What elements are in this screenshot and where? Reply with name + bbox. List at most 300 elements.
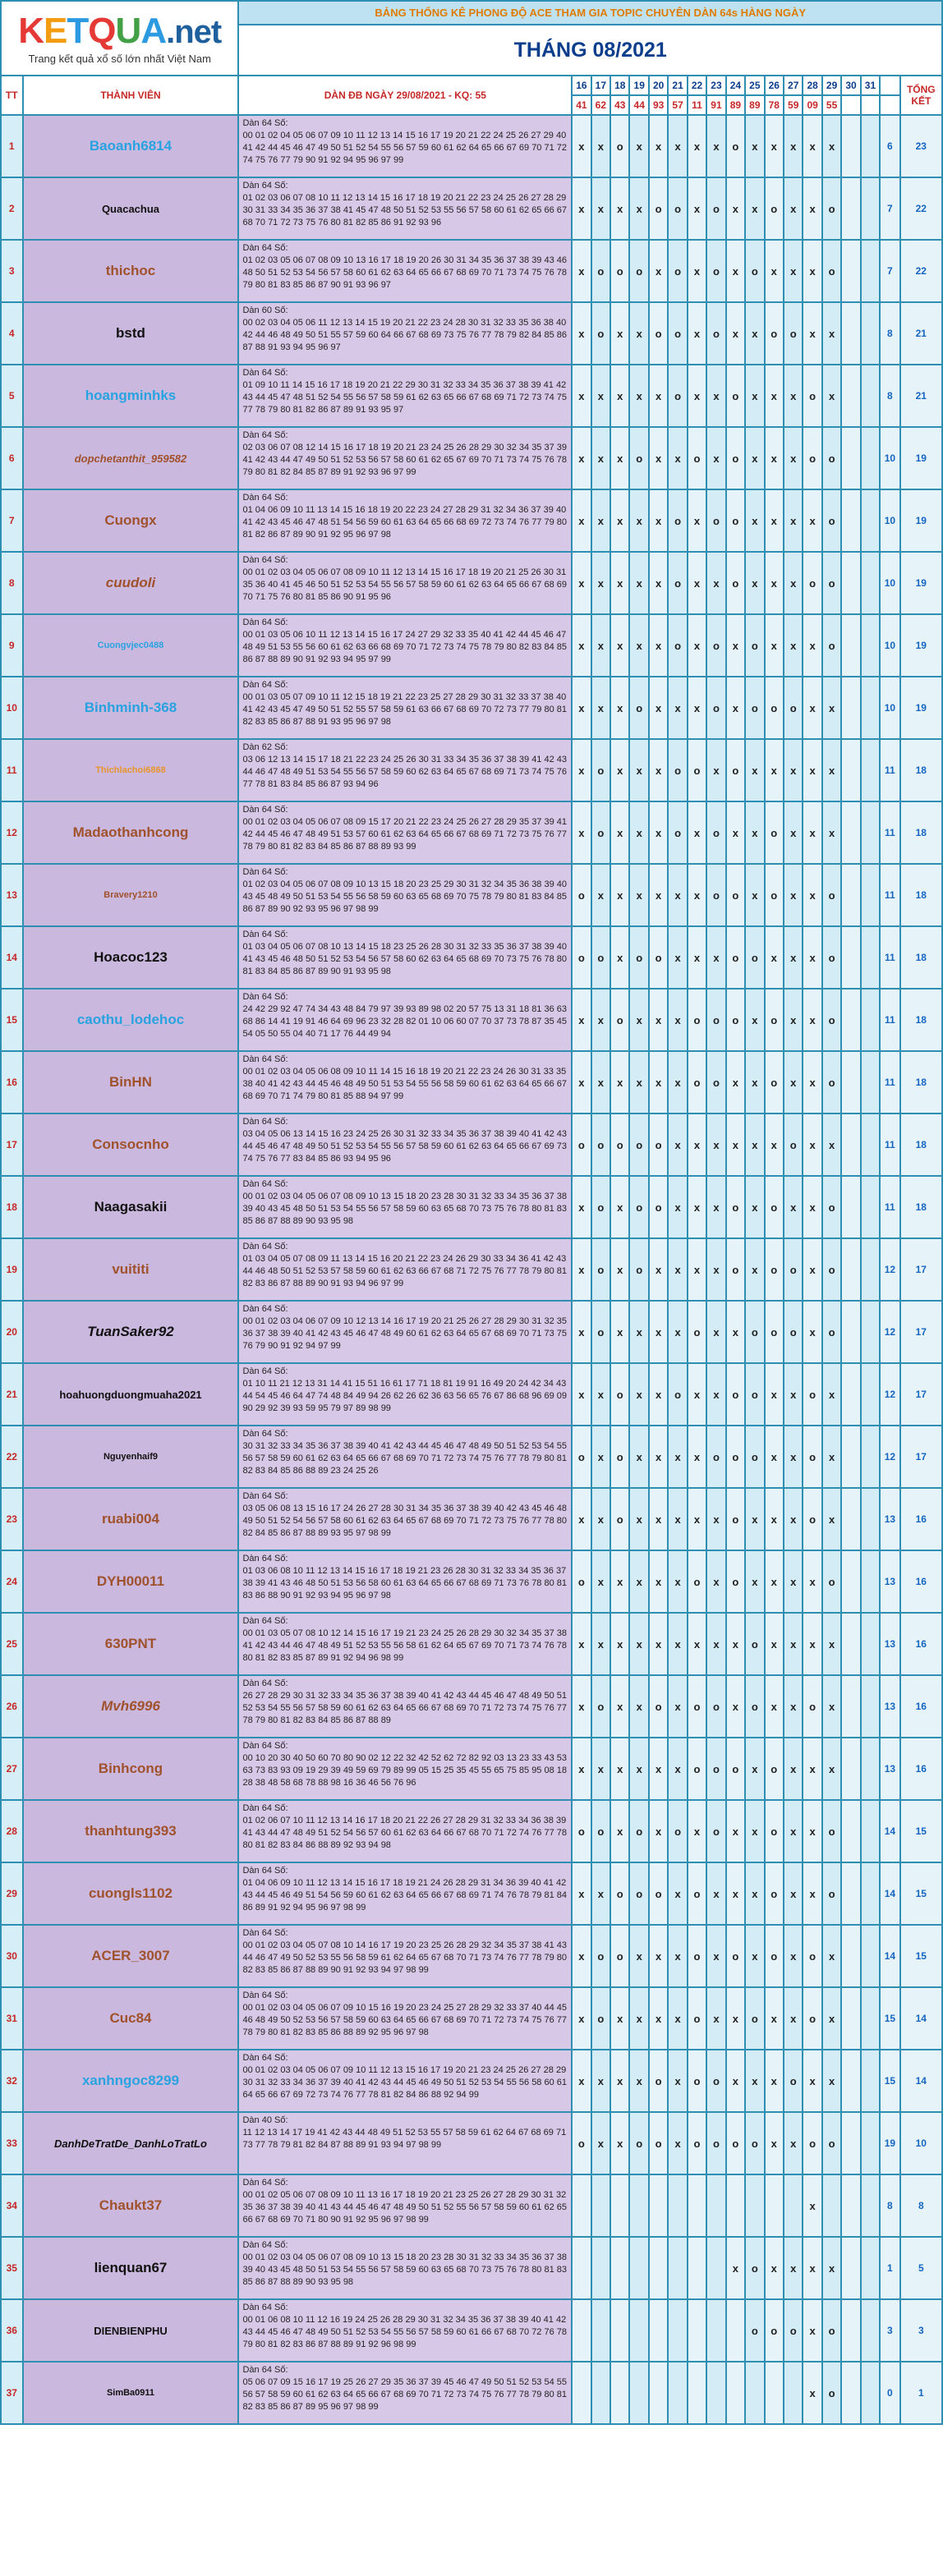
day-mark — [841, 1800, 860, 1862]
member-row — [1, 614, 942, 677]
day-mark — [841, 989, 860, 1051]
day-mark: x — [629, 801, 648, 864]
member-name[interactable]: ruabi004 — [23, 1488, 239, 1550]
number-set — [238, 552, 572, 614]
day-mark: x — [629, 1925, 648, 1987]
total-score: 17 — [900, 1363, 942, 1426]
day-mark: o — [822, 2112, 841, 2174]
total-score: 18 — [900, 926, 942, 989]
number-set-title: Dàn 64 Số: — [242, 867, 288, 877]
member-name[interactable]: Cuc84 — [23, 1987, 239, 2050]
number-set-title: Dàn 64 Số: — [242, 2053, 288, 2063]
miss-count: 19 — [880, 2112, 899, 2174]
day-mark: o — [688, 1675, 706, 1738]
day-mark: o — [765, 302, 784, 365]
member-name[interactable]: Thichlachoi6868 — [23, 739, 239, 801]
day-mark — [861, 552, 880, 614]
day-mark: x — [745, 427, 764, 489]
day-mark: o — [668, 739, 687, 801]
day-mark: x — [745, 302, 764, 365]
day-mark: x — [726, 2050, 745, 2112]
day-mark: o — [668, 240, 687, 302]
day-mark: x — [706, 1550, 725, 1613]
day-mark: o — [668, 1800, 687, 1862]
member-name[interactable]: thichoc — [23, 240, 239, 302]
member-name[interactable]: TuanSaker92 — [23, 1301, 239, 1363]
total-score: 23 — [900, 115, 942, 177]
number-set — [238, 926, 572, 989]
day-mark: x — [784, 1925, 803, 1987]
day-mark: x — [745, 801, 764, 864]
member-name[interactable]: cuudoli — [23, 552, 239, 614]
day-mark: x — [706, 1176, 725, 1238]
member-name[interactable]: Consocnho — [23, 1114, 239, 1176]
day-mark: o — [822, 1550, 841, 1613]
result-header — [841, 95, 860, 115]
day-header: 29 — [822, 76, 841, 95]
miss-count: 8 — [880, 302, 899, 365]
member-name[interactable]: Nguyenhaif9 — [23, 1426, 239, 1488]
member-row — [1, 2112, 942, 2174]
day-mark — [765, 2362, 784, 2424]
day-mark: x — [803, 1800, 821, 1862]
total-score: 15 — [900, 1925, 942, 1987]
day-mark: o — [688, 2112, 706, 2174]
day-mark: o — [706, 1051, 725, 1114]
day-mark: x — [784, 1738, 803, 1800]
member-name[interactable]: bstd — [23, 302, 239, 365]
miss-count: 13 — [880, 1550, 899, 1613]
day-mark: o — [803, 427, 821, 489]
member-name[interactable]: ACER_3007 — [23, 1925, 239, 1987]
day-mark: o — [726, 1238, 745, 1301]
day-mark — [841, 1051, 860, 1114]
day-mark: o — [649, 302, 668, 365]
day-mark: x — [688, 926, 706, 989]
number-set-title: Dàn 64 Số: — [242, 368, 288, 378]
day-mark: o — [668, 801, 687, 864]
number-set-values: 03 06 12 13 14 15 17 18 21 22 23 24 25 26 30 31 33 34 35 36 37 38 39 41 42 43 44 46 47 48 49 51 53 54 55 56 57 58 59 60 62 63 64 65 67 68 69 71 73 74 75 76 77 78 81 83 84 85 86 87 93 94 96 — [242, 755, 568, 789]
result-header: 44 — [629, 95, 648, 115]
number-set — [238, 677, 572, 739]
miss-count: 12 — [880, 1238, 899, 1301]
member-row — [1, 1925, 942, 1987]
total-score: 22 — [900, 177, 942, 240]
member-row — [1, 801, 942, 864]
day-mark: x — [688, 489, 706, 552]
day-mark: x — [784, 2112, 803, 2174]
result-header: 59 — [784, 95, 803, 115]
day-mark: x — [765, 240, 784, 302]
day-mark: x — [726, 177, 745, 240]
number-set-title: Dàn 64 Số: — [242, 1616, 288, 1626]
day-mark: x — [706, 1987, 725, 2050]
number-set — [238, 614, 572, 677]
member-name[interactable]: 630PNT — [23, 1613, 239, 1675]
day-mark — [841, 864, 860, 926]
day-mark: o — [745, 926, 764, 989]
member-name[interactable]: DanhDeTratDe_DanhLoTratLo — [23, 2112, 239, 2174]
day-mark: x — [803, 739, 821, 801]
day-mark: x — [784, 1862, 803, 1925]
day-mark: o — [803, 1925, 821, 1987]
day-mark: x — [745, 1051, 764, 1114]
day-mark: x — [649, 1800, 668, 1862]
day-mark: x — [784, 1051, 803, 1114]
day-mark: x — [629, 115, 648, 177]
row-index: 25 — [1, 1613, 23, 1675]
day-mark: x — [668, 1862, 687, 1925]
day-mark: x — [822, 115, 841, 177]
day-mark: x — [803, 1550, 821, 1613]
day-mark: x — [629, 489, 648, 552]
day-mark: x — [688, 864, 706, 926]
miss-count: 10 — [880, 427, 899, 489]
number-set-values: 00 01 02 05 06 07 08 09 10 11 13 16 17 18 19 20 21 23 25 26 27 28 29 30 31 32 35 36 37 38 39 40 41 43 44 45 46 47 48 49 50 51 52 55 56 57 58 59 60 61 62 65 66 67 68 69 70 71 80 90 91 92 95 96 97 98 99 — [242, 2190, 568, 2225]
day-mark: x — [688, 801, 706, 864]
day-mark — [572, 2299, 591, 2362]
day-mark: x — [803, 1114, 821, 1176]
day-mark: o — [629, 1862, 648, 1925]
day-mark: o — [784, 1114, 803, 1176]
day-mark: x — [803, 1613, 821, 1675]
day-mark: x — [629, 302, 648, 365]
site-logo-cell — [1, 1, 238, 76]
day-mark: x — [668, 115, 687, 177]
day-mark: x — [572, 1862, 591, 1925]
day-mark: x — [822, 1114, 841, 1176]
day-mark: x — [784, 926, 803, 989]
number-set-title: Dàn 64 Số: — [242, 493, 288, 503]
day-mark: x — [745, 1488, 764, 1550]
day-mark: o — [726, 552, 745, 614]
day-header: 23 — [706, 76, 725, 95]
day-mark: x — [610, 302, 629, 365]
number-set-values: 00 01 03 05 07 08 10 12 14 15 16 17 19 21 23 24 25 26 28 29 30 32 34 35 37 38 41 42 43 44 46 47 48 49 51 52 53 55 56 58 61 62 64 65 67 69 70 71 73 74 76 78 80 81 82 83 85 87 89 91 92 94 96 98 99 — [242, 1628, 568, 1663]
day-mark — [572, 2174, 591, 2237]
number-set-title: Dàn 64 Số: — [242, 2178, 288, 2188]
day-mark: x — [629, 1738, 648, 1800]
day-mark: x — [822, 801, 841, 864]
number-set-title: Dàn 64 Số: — [242, 1991, 288, 2000]
member-name[interactable]: lienquan67 — [23, 2237, 239, 2299]
month-title: THÁNG 08/2021 — [238, 25, 942, 76]
member-row — [1, 2174, 942, 2237]
day-mark: o — [649, 1176, 668, 1238]
number-set-title: Dàn 64 Số: — [242, 618, 288, 627]
day-mark — [629, 2237, 648, 2299]
total-score: 16 — [900, 1675, 942, 1738]
number-set-title: Dàn 64 Số: — [242, 1803, 288, 1813]
day-mark: o — [726, 1738, 745, 1800]
day-mark: x — [765, 115, 784, 177]
day-mark: x — [572, 1675, 591, 1738]
day-mark: x — [706, 365, 725, 427]
day-mark: x — [572, 739, 591, 801]
site-logo[interactable]: KETQUA.net — [18, 10, 222, 51]
day-mark: x — [803, 989, 821, 1051]
day-mark: x — [629, 1613, 648, 1675]
day-mark: x — [629, 1051, 648, 1114]
row-index: 3 — [1, 240, 23, 302]
day-mark: x — [803, 2299, 821, 2362]
day-mark: x — [726, 1675, 745, 1738]
number-set-values: 00 01 03 05 07 09 10 11 12 15 18 19 21 22 23 25 27 28 29 30 31 32 33 37 38 40 41 42 43 45 47 49 50 51 52 55 57 58 59 61 63 66 67 68 69 70 72 73 77 79 80 81 82 83 85 86 87 88 91 93 95 96 97 98 — [242, 692, 568, 727]
day-mark: x — [706, 1862, 725, 1925]
total-score: 8 — [900, 2174, 942, 2237]
day-mark: o — [629, 240, 648, 302]
member-name[interactable]: thanhtung393 — [23, 1800, 239, 1862]
day-mark — [861, 427, 880, 489]
member-name[interactable]: Binhcong — [23, 1738, 239, 1800]
day-mark: o — [745, 1987, 764, 2050]
number-set-title: Dàn 64 Số: — [242, 930, 288, 939]
member-row — [1, 2299, 942, 2362]
day-mark: o — [765, 677, 784, 739]
miss-count: 10 — [880, 552, 899, 614]
day-mark — [706, 2174, 725, 2237]
member-name[interactable]: hoangminhks — [23, 365, 239, 427]
miss-count: 13 — [880, 1675, 899, 1738]
day-mark: o — [822, 552, 841, 614]
day-mark: x — [726, 1613, 745, 1675]
day-mark: x — [822, 1426, 841, 1488]
number-set-values: 26 27 28 29 30 31 32 33 34 35 36 37 38 39 40 41 42 43 44 45 46 47 48 49 50 51 52 53 54 55 56 57 58 59 60 61 62 63 64 65 66 67 68 69 70 71 72 73 74 75 76 77 78 79 80 81 82 83 84 85 86 87 88 89 — [242, 1691, 568, 1725]
number-set — [238, 801, 572, 864]
day-mark: o — [706, 2112, 725, 2174]
member-name[interactable]: DIENBIENPHU — [23, 2299, 239, 2362]
day-mark: x — [822, 1675, 841, 1738]
day-mark: x — [765, 1613, 784, 1675]
day-mark: x — [610, 801, 629, 864]
member-name[interactable]: Mvh6996 — [23, 1675, 239, 1738]
member-row — [1, 1987, 942, 2050]
day-mark: x — [688, 1114, 706, 1176]
member-name[interactable]: xanhngoc8299 — [23, 2050, 239, 2112]
day-mark: x — [591, 1051, 610, 1114]
day-mark: o — [610, 1426, 629, 1488]
day-mark: x — [649, 427, 668, 489]
day-mark: x — [649, 1738, 668, 1800]
day-mark: x — [822, 2050, 841, 2112]
number-set — [238, 1613, 572, 1675]
row-index: 15 — [1, 989, 23, 1051]
row-index: 32 — [1, 2050, 23, 2112]
day-mark: x — [784, 1363, 803, 1426]
day-mark: x — [765, 1488, 784, 1550]
day-mark: o — [610, 1488, 629, 1550]
day-header: 25 — [745, 76, 764, 95]
row-index: 6 — [1, 427, 23, 489]
member-name[interactable]: vuititi — [23, 1238, 239, 1301]
day-mark: x — [649, 1550, 668, 1613]
row-index: 29 — [1, 1862, 23, 1925]
member-row — [1, 427, 942, 489]
day-mark: x — [803, 1301, 821, 1363]
day-mark: x — [784, 1176, 803, 1238]
member-name[interactable]: Madaothanhcong — [23, 801, 239, 864]
total-score: 19 — [900, 677, 942, 739]
member-row — [1, 1176, 942, 1238]
day-mark — [861, 240, 880, 302]
member-name[interactable]: Bravery1210 — [23, 864, 239, 926]
member-name[interactable]: Naagasakii — [23, 1176, 239, 1238]
number-set-title: Dàn 64 Số: — [242, 992, 288, 1002]
number-set — [238, 1862, 572, 1925]
day-mark — [841, 1176, 860, 1238]
result-header: 89 — [745, 95, 764, 115]
row-index: 18 — [1, 1176, 23, 1238]
day-mark — [706, 2237, 725, 2299]
day-mark — [861, 1800, 880, 1862]
number-set-title: Dàn 64 Số: — [242, 118, 288, 128]
day-mark: x — [688, 1800, 706, 1862]
day-mark: x — [803, 614, 821, 677]
miss-count: 11 — [880, 801, 899, 864]
number-set-title: Dàn 64 Số: — [242, 1429, 288, 1439]
blank-header — [880, 95, 899, 115]
day-mark: x — [572, 552, 591, 614]
miss-count: 11 — [880, 739, 899, 801]
number-set-values: 01 09 10 11 14 15 16 17 18 19 20 21 22 29 30 31 32 33 34 35 36 37 38 39 41 42 43 44 45 47 48 51 52 54 55 56 57 58 59 61 62 63 65 66 67 68 69 71 72 73 74 75 77 78 79 80 81 82 86 87 89 91 93 95 97 — [242, 380, 568, 415]
number-set-values: 24 42 29 92 47 74 34 43 48 84 79 97 39 93 89 98 02 20 57 75 13 31 18 81 36 63 68 86 14 41 19 91 46 64 69 96 23 32 28 82 01 10 06 60 07 70 37 73 78 87 35 45 54 05 50 55 04 40 71 17 76 44 49 94 — [242, 1004, 568, 1039]
total-score: 14 — [900, 1987, 942, 2050]
day-mark — [861, 115, 880, 177]
day-mark: x — [649, 989, 668, 1051]
number-set-values: 00 01 03 05 06 10 11 12 13 14 15 16 17 24 27 29 32 33 35 40 41 42 44 45 46 47 48 49 51 53 55 56 60 61 62 63 66 68 69 70 71 72 73 74 75 78 79 80 82 83 84 85 86 87 88 89 90 91 92 93 94 95 97 99 — [242, 630, 568, 664]
day-mark: x — [572, 614, 591, 677]
day-mark: o — [822, 1301, 841, 1363]
day-mark: x — [706, 1613, 725, 1675]
member-name[interactable]: caothu_lodehoc — [23, 989, 239, 1051]
result-header: 78 — [765, 95, 784, 115]
day-mark: o — [745, 2112, 764, 2174]
number-set — [238, 1675, 572, 1738]
member-name[interactable]: hoahuongduongmuaha2021 — [23, 1363, 239, 1426]
day-mark: x — [572, 989, 591, 1051]
number-set-values: 01 03 06 08 10 11 12 13 14 15 16 17 18 19 21 23 26 28 30 31 32 33 34 35 36 37 38 39 41 43 46 48 50 51 53 56 58 60 61 63 64 65 66 67 68 69 71 73 76 78 80 81 83 86 88 90 91 92 93 94 95 96 97 98 — [242, 1566, 568, 1600]
day-mark: x — [572, 1613, 591, 1675]
row-index: 23 — [1, 1488, 23, 1550]
total-score: 21 — [900, 302, 942, 365]
day-mark: x — [610, 1987, 629, 2050]
day-mark: o — [629, 926, 648, 989]
number-set — [238, 1738, 572, 1800]
number-set — [238, 1176, 572, 1238]
number-set — [238, 115, 572, 177]
day-mark — [861, 989, 880, 1051]
member-name[interactable]: SimBa0911 — [23, 2362, 239, 2424]
member-name[interactable]: Binhminh-368 — [23, 677, 239, 739]
number-set-title: Dàn 64 Số: — [242, 555, 288, 565]
day-mark: x — [822, 1987, 841, 2050]
day-mark — [861, 2237, 880, 2299]
member-name[interactable]: Chaukt37 — [23, 2174, 239, 2237]
day-mark: x — [765, 1987, 784, 2050]
day-mark: o — [822, 177, 841, 240]
miss-count: 7 — [880, 177, 899, 240]
number-set-title: Dàn 64 Số: — [242, 680, 288, 690]
day-mark: x — [610, 365, 629, 427]
number-set-title: Dàn 64 Số: — [242, 1304, 288, 1314]
day-mark: x — [591, 552, 610, 614]
member-name[interactable]: cuongls1102 — [23, 1862, 239, 1925]
day-mark: x — [784, 177, 803, 240]
day-mark: o — [591, 1238, 610, 1301]
member-name[interactable]: Hoacoc123 — [23, 926, 239, 989]
day-mark: x — [706, 1114, 725, 1176]
day-mark: o — [572, 864, 591, 926]
day-mark: x — [784, 365, 803, 427]
day-mark: x — [610, 677, 629, 739]
day-mark: o — [629, 2112, 648, 2174]
day-mark: x — [726, 1051, 745, 1114]
day-header: 31 — [861, 76, 880, 95]
day-mark: o — [629, 427, 648, 489]
result-header: 09 — [803, 95, 821, 115]
member-row — [1, 989, 942, 1051]
member-name[interactable]: Quacachua — [23, 177, 239, 240]
member-name[interactable]: DYH00011 — [23, 1550, 239, 1613]
miss-count: 14 — [880, 1800, 899, 1862]
day-mark: x — [688, 677, 706, 739]
day-mark: x — [822, 1613, 841, 1675]
day-mark: x — [726, 1301, 745, 1363]
number-set — [238, 1301, 572, 1363]
day-mark: o — [706, 1426, 725, 1488]
day-mark — [861, 489, 880, 552]
day-mark: x — [572, 240, 591, 302]
day-mark: x — [610, 739, 629, 801]
day-mark: x — [591, 677, 610, 739]
member-name[interactable]: Cuongvjec0488 — [23, 614, 239, 677]
day-mark: x — [688, 1363, 706, 1426]
day-header: 18 — [610, 76, 629, 95]
total-score: 18 — [900, 989, 942, 1051]
day-mark — [591, 2237, 610, 2299]
row-index: 21 — [1, 1363, 23, 1426]
member-name[interactable]: dopchetanthit_959582 — [23, 427, 239, 489]
number-set-values: 00 01 02 03 04 05 06 07 08 09 15 17 20 21 22 23 24 25 26 27 28 29 35 37 39 41 42 44 45 46 47 48 49 51 53 57 60 61 62 63 64 65 66 67 68 69 71 72 73 75 76 77 78 79 80 81 82 83 84 85 86 87 88 89 93 99 — [242, 817, 568, 852]
total-score: 14 — [900, 2050, 942, 2112]
miss-count: 14 — [880, 1925, 899, 1987]
day-mark: o — [765, 1176, 784, 1238]
member-row — [1, 1363, 942, 1426]
row-index: 19 — [1, 1238, 23, 1301]
total-score: 18 — [900, 1176, 942, 1238]
member-rows — [1, 115, 942, 2424]
day-mark: x — [591, 1488, 610, 1550]
day-mark: o — [726, 989, 745, 1051]
day-mark: x — [803, 926, 821, 989]
member-name[interactable]: Baoanh6814 — [23, 115, 239, 177]
day-mark: x — [745, 1550, 764, 1613]
day-mark: x — [745, 365, 764, 427]
number-set — [238, 739, 572, 801]
day-mark — [841, 240, 860, 302]
day-mark: o — [726, 2112, 745, 2174]
miss-count: 0 — [880, 2362, 899, 2424]
day-mark: x — [572, 115, 591, 177]
member-name[interactable]: BinHN — [23, 1051, 239, 1114]
day-mark: o — [822, 2299, 841, 2362]
day-mark: o — [784, 2050, 803, 2112]
member-name[interactable]: Cuongx — [23, 489, 239, 552]
number-set-title: Dàn 64 Số: — [242, 1242, 288, 1251]
member-row — [1, 1238, 942, 1301]
number-set — [238, 1426, 572, 1488]
day-mark — [861, 1675, 880, 1738]
